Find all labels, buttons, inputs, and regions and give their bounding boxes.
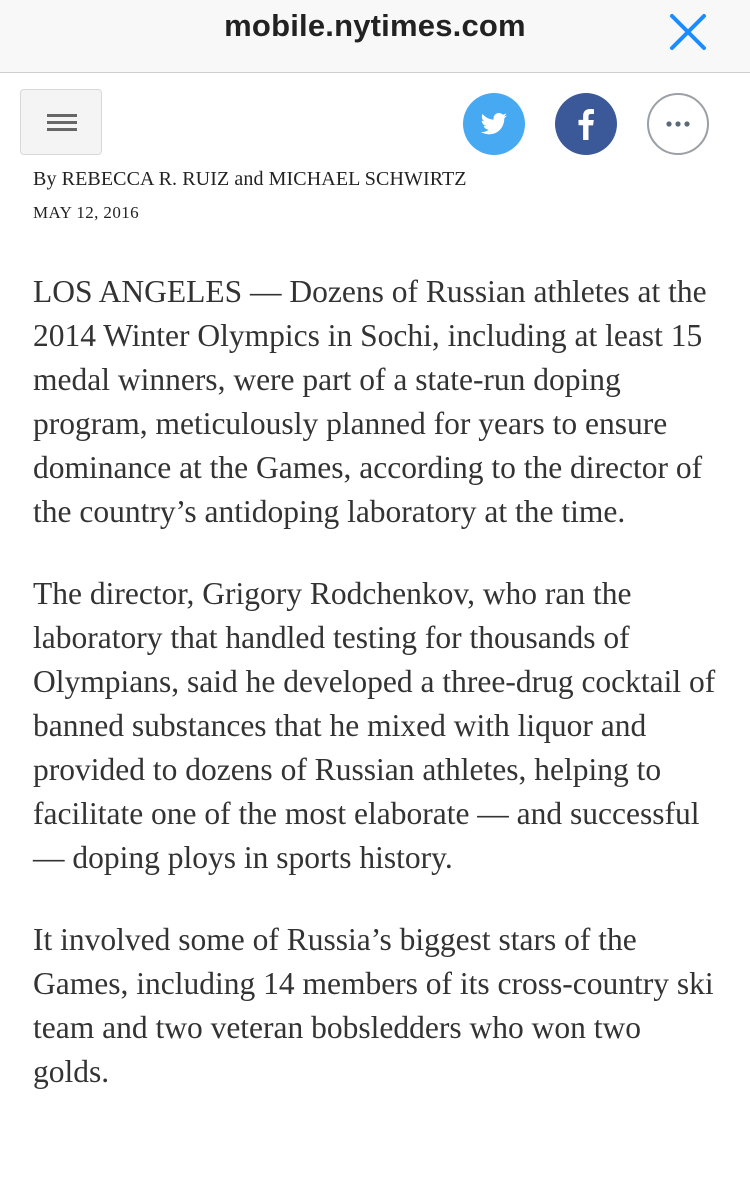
article-paragraph: LOS ANGELES — Dozens of Russian athletes at the 2014 Winter Olympics in Sochi, including at least 15 medal winners, were part of a state-run doping program, meticulously planned for years to ensure dominance at the Games, according to the director of the country’s antidoping laboratory at the time. — [33, 274, 707, 529]
article-byline: By REBECCA R. RUIZ and MICHAEL SCHWIRTZ — [33, 168, 467, 190]
more-dots-icon — [649, 95, 707, 153]
close-icon — [666, 10, 710, 54]
facebook-share-button[interactable] — [555, 93, 617, 155]
browser-address-bar — [0, 0, 750, 73]
site-toolbar — [0, 73, 750, 165]
article-paragraph: The director, Grigory Rodchenkov, who ran the laboratory that handled testing for thousands of Olympians, said he developed a three-drug cocktail of banned substances that he mixed with liquor and provided to dozens of Russian athletes, helping to facilitate one of the most elaborate — and successful — doping ploys in sports history. — [33, 576, 716, 875]
twitter-share-button[interactable] — [463, 93, 525, 155]
article-body — [33, 270, 723, 1132]
facebook-f-icon — [555, 93, 617, 155]
more-share-button[interactable] — [647, 93, 709, 155]
url-label[interactable]: mobile.nytimes.com — [224, 8, 526, 43]
article-date: MAY 12, 2016 — [33, 203, 140, 222]
article-paragraph: It involved some of Russia’s biggest stars of the Games, including 14 members of its cross-country ski team and two veteran bobsledders who won two golds. — [33, 922, 714, 1089]
twitter-bird-icon — [463, 93, 525, 155]
close-button[interactable] — [666, 10, 710, 54]
menu-button[interactable] — [20, 89, 102, 155]
